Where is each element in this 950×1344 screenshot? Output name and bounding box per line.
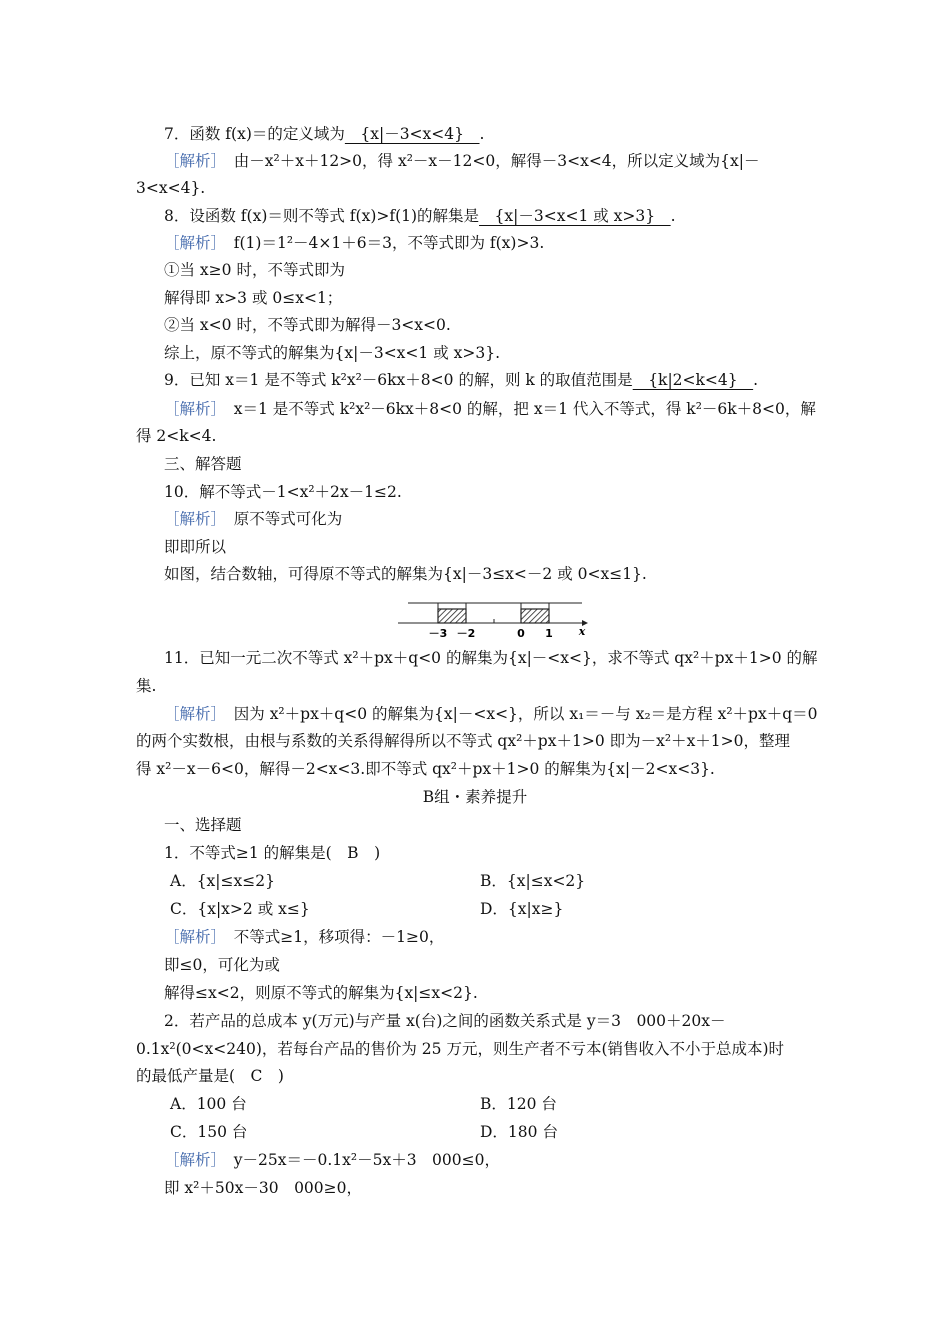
number-line-figure — [396, 597, 596, 639]
axis-label: x — [578, 625, 586, 638]
solution-tag: ［解析］ — [164, 152, 219, 170]
tick-label: －3 — [428, 627, 448, 639]
text-line: 0.1x²(0<x<240)，若每台产品的售价为 25 万元，则生产者不亏本(销售收入不小于总成本)时 — [136, 1040, 785, 1058]
q2-option-d: D．180 台 — [480, 1123, 558, 1141]
text-line: 解得即 x>3 或 0≤x<1； — [164, 289, 343, 307]
text-line: 如图，结合数轴，可得原不等式的解集为{x|－3≤x<－2 或 0<x≤1}. — [164, 565, 647, 583]
q7-end: . — [479, 125, 485, 143]
text-line: 即 x²＋50x－30 000≥0， — [164, 1179, 363, 1197]
q2-stem: 2．若产品的总成本 y(万元)与产量 x(台)之间的函数关系式是 y＝3 000＋20x－ — [164, 1012, 726, 1030]
text-line: 得 x²－x－6<0，解得－2<x<3.即不等式 qx²＋px＋1>0 的解集为{x|－2<x<3}. — [136, 760, 715, 778]
text-line: 3<x<4}. — [136, 179, 206, 197]
q9-end: . — [753, 371, 759, 389]
q1-option-d: D．{x|x≥} — [480, 900, 564, 918]
text-line: 的最低产量是( C ) — [136, 1067, 284, 1085]
q8-solution — [164, 233, 544, 253]
q9-solution — [164, 399, 816, 419]
text-line: 解得≤x<2，则原不等式的解集为{x|≤x<2}. — [164, 984, 478, 1002]
solution-text: 原不等式可化为 — [218, 510, 343, 528]
q9-answer: {k|2<k<4} — [632, 371, 754, 389]
q7-solution — [164, 151, 760, 171]
q2-solution — [164, 1150, 500, 1170]
solution-text: x＝1 是不等式 k²x²－6kx＋8<0 的解，把 x＝1 代入不等式，得 k²－6k＋8<0，解 — [218, 400, 816, 418]
q7-answer: {x|－3<x<4} — [344, 125, 480, 143]
tick-label: 0 — [517, 627, 525, 639]
q1-solution — [164, 927, 444, 947]
q1-option-c: C．{x|x>2 或 x≤} — [170, 900, 310, 918]
q10-solution — [164, 509, 342, 529]
solution-tag: ［解析］ — [164, 234, 219, 252]
q1-option-b: B．{x|≤x<2} — [480, 872, 586, 890]
q1-stem: 1．不等式≥1 的解集是( B ) — [164, 844, 381, 862]
q8-answer: {x|－3<x<1 或 x>3} — [479, 207, 671, 225]
q8-text: 8．设函数 f(x)＝则不等式 f(x)>f(1)的解集是 — [164, 207, 480, 225]
shaded-interval-left — [438, 609, 466, 623]
text-line: 综上，原不等式的解集为{x|－3<x<1 或 x>3}. — [164, 344, 500, 362]
section-heading: 三、解答题 — [164, 455, 242, 473]
solution-tag: ［解析］ — [164, 510, 219, 528]
solution-text: 不等式≥1，移项得：－1≥0， — [218, 928, 445, 946]
group-b-heading: B组・素养提升 — [422, 788, 528, 806]
solution-text: f(1)＝1²－4×1＋6＝3，不等式即为 f(x)>3. — [218, 234, 545, 252]
solution-text: 因为 x²＋px＋q<0 的解集为{x|－<x<}，所以 x₁＝－与 x₂＝是方程 x²＋px＋q＝0 — [218, 705, 818, 723]
solution-tag: ［解析］ — [164, 400, 219, 418]
text-line: 即≤0，可化为或 — [164, 956, 280, 974]
solution-tag: ［解析］ — [164, 1151, 219, 1169]
q8-end: . — [670, 207, 676, 225]
q2-option-a: A．100 台 — [170, 1095, 247, 1113]
tick-label: 1 — [545, 627, 553, 639]
text-line: 即即所以 — [164, 538, 227, 556]
solution-tag: ［解析］ — [164, 705, 219, 723]
q1-option-a: A．{x|≤x≤2} — [170, 872, 275, 890]
q8-stem — [164, 206, 676, 226]
text-line: ②当 x<0 时，不等式即为解得－3<x<0. — [164, 316, 451, 334]
text-line: 的两个实数根，由根与系数的关系得解得所以不等式 qx²＋px＋1>0 即为－x²＋x＋1>0，整理 — [136, 732, 791, 750]
q11-solution — [164, 704, 818, 724]
text-line: 得 2<k<4. — [136, 427, 217, 445]
solution-tag: ［解析］ — [164, 928, 219, 946]
q2-option-b: B．120 台 — [480, 1095, 557, 1113]
q7-stem — [164, 124, 484, 144]
section-heading: 一、选择题 — [164, 816, 242, 834]
q9-stem — [164, 370, 758, 390]
q9-text: 9．已知 x＝1 是不等式 k²x²－6kx＋8<0 的解，则 k 的取值范围是 — [164, 371, 633, 389]
shaded-interval-right — [521, 609, 549, 623]
text-line: ①当 x≥0 时，不等式即为 — [164, 261, 345, 279]
text-line: 集. — [136, 677, 157, 695]
q10-stem: 10．解不等式－1<x²＋2x－1≤2. — [164, 483, 402, 501]
solution-text: 由－x²＋x＋12>0，得 x²－x－12<0，解得－3<x<4，所以定义域为{x|－ — [218, 152, 760, 170]
q11-stem: 11．已知一元二次不等式 x²＋px＋q<0 的解集为{x|－<x<}，求不等式 qx²＋px＋1>0 的解 — [164, 649, 818, 667]
q2-option-c: C．150 台 — [170, 1123, 248, 1141]
solution-text: y－25x＝－0.1x²－5x＋3 000≤0， — [218, 1151, 500, 1169]
q7-text: 7．函数 f(x)＝的定义域为 — [164, 125, 345, 143]
tick-label: －2 — [456, 627, 476, 639]
